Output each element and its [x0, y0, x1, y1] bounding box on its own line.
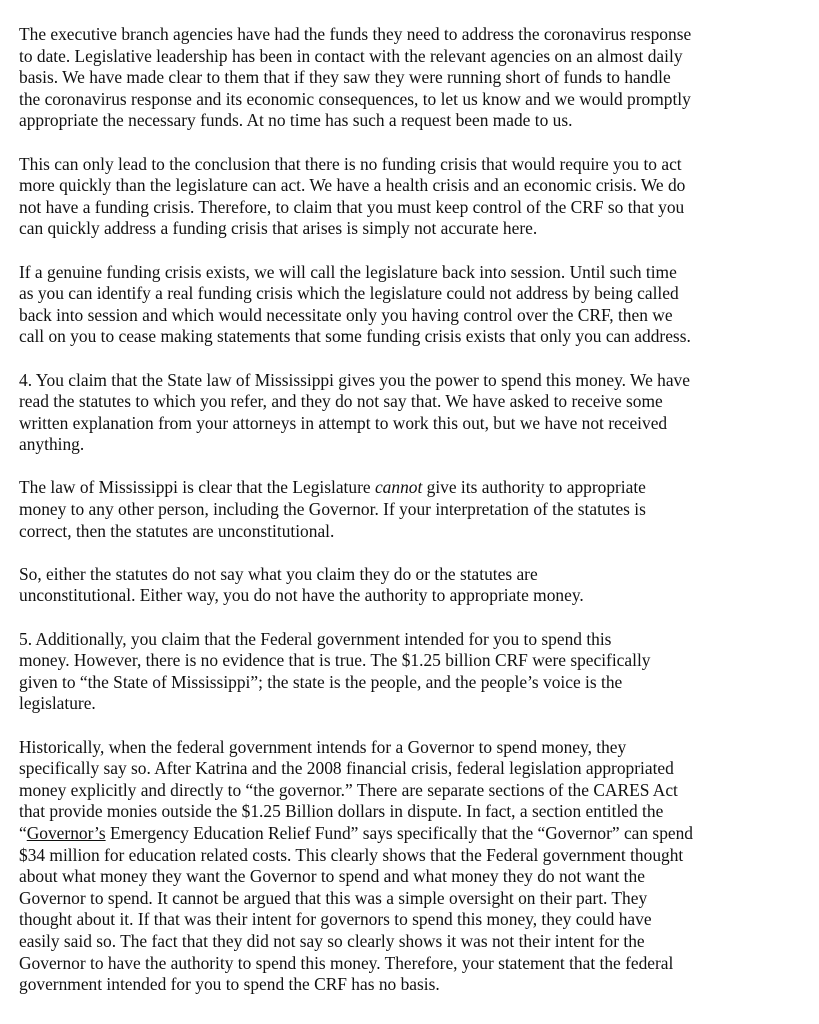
paragraph-point-5-federal-intent: 5. Additionally, you claim that the Federal government intended for you to spend this money. However, there is no evidence that is true. The $1.25 billion CRF were specifically given to “the State of Mississippi”; the state is the people, and the people’s voice is the legislature. [19, 628, 651, 714]
paragraph-point-4-state-law: 4. You claim that the State law of Mississippi gives you the power to spend this money. We have read the statutes to which you refer, and they do not say that. We have asked to receive some written explanation from your attorneys in attempt to work this out, but we have not received anything. [19, 369, 690, 455]
paragraph-agency-funds: The executive branch agencies have had the funds they need to address the coronavirus response to date. Legislative leadership has been in contact with the relevant agencies on an almost daily basis. We have made clear to them that if they saw they were running short of funds to handle the coronavirus response and its economic consequences, to let us know and we would promptly appropriate the necessary funds. At no time has such a request been made to us. [19, 24, 692, 131]
paragraph-text-segment: Historically, when the federal government intends for a Governor to spend money, they specifically say so. After Katrina and the 2008 financial crisis, federal legislation appropriated money explicitly and directly to “the governor.” There are separate sections of the CARES Act that provide monies outside the $1.25 Billion dollars in dispute. In fact, a section entitled the “ [19, 736, 678, 843]
underlined-governors: Governor’s [26, 822, 106, 843]
paragraph-text-segment: The law of Mississippi is clear that the Legislature [19, 477, 375, 498]
paragraph-no-funding-crisis: This can only lead to the conclusion that there is no funding crisis that would require you to act more quickly than the legislature can act. We have a health crisis and an economic crisis. We do not have a funding crisis. Therefore, to claim that you must keep control of the CRF so that you can quickly address a funding crisis that arises is simply not accurate here. [19, 153, 686, 239]
document-page [19, 24, 809, 996]
paragraph-either-way: So, either the statutes do not say what you claim they do or the statutes are unconstitutional. Either way, you do not have the authority to appropriate money. [19, 563, 584, 606]
paragraph-historically [19, 737, 809, 996]
paragraph-text-segment: give its authority to appropriate money to any other person, including the Governor. If your interpretation of the statutes is correct, then the statutes are unconstitutional. [19, 477, 646, 541]
paragraph-law-of-mississippi [19, 477, 809, 542]
emphasis-cannot: cannot [374, 477, 423, 498]
paragraph-text-segment: Emergency Education Relief Fund” says specifically that the “Governor” can spend $34 million for education related costs. This clearly shows that the Federal government thought about what money they want the Governor to spend and what money they do not want the Governor to spend. It cannot be argued that this was a simple oversight on their part. They thought about it. If that was their intent for governors to spend this money, they could have easily said so. The fact that they did not say so clearly shows it was not their intent for the Governor to have the authority to spend this money. Therefore, your statement that the federal government intended for you to spend the CRF has no basis. [19, 822, 694, 995]
paragraph-call-into-session: If a genuine funding crisis exists, we will call the legislature back into session. Until such time as you can identify a real funding crisis which the legislature could not address by being called back into session and which would necessitate only you having control over the CRF, then we call on you to cease making statements that some funding crisis exists that only you can address. [19, 261, 691, 347]
